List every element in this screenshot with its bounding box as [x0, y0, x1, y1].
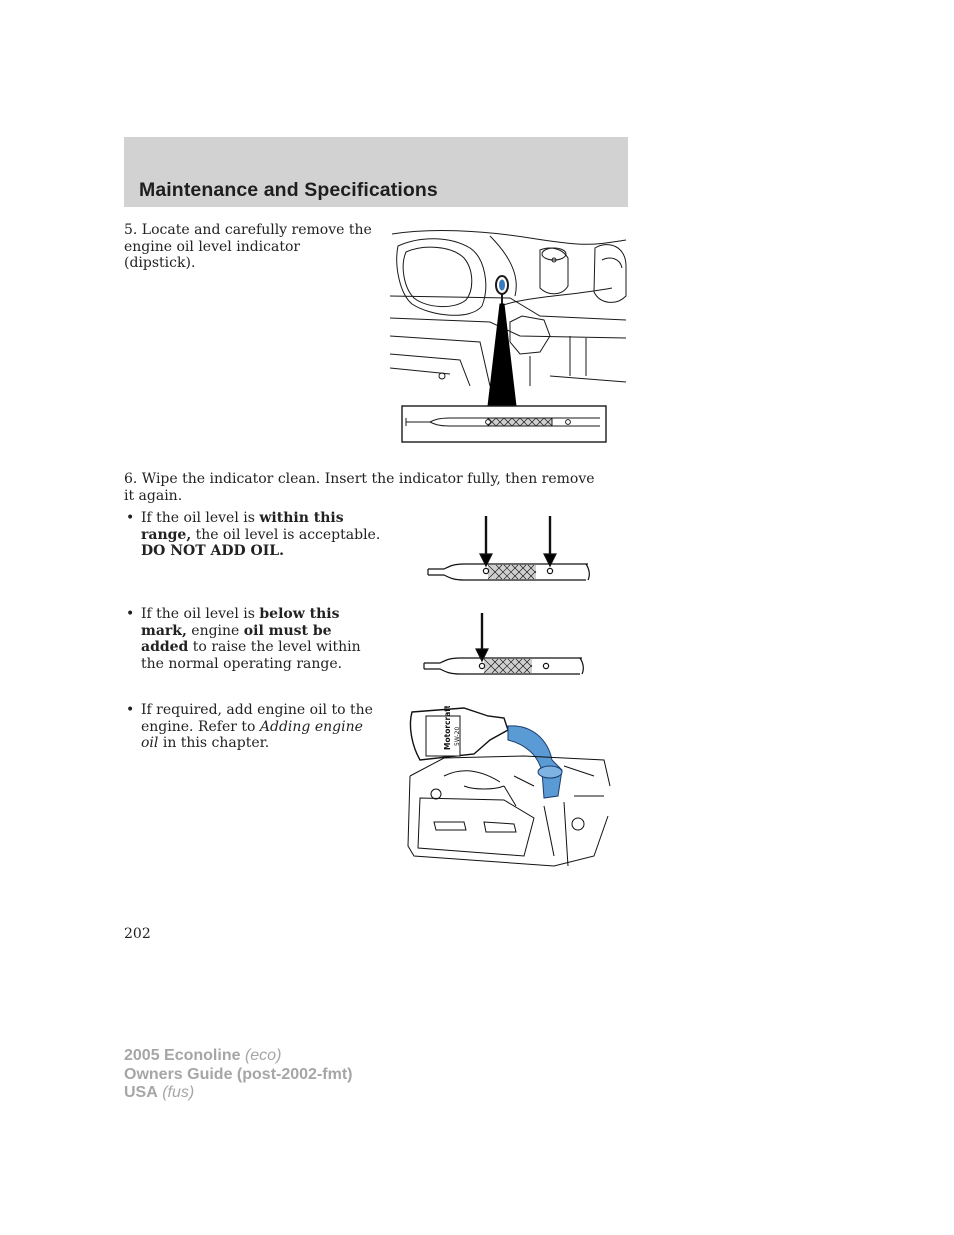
- dipstick-below-mark-illustration: [416, 609, 586, 681]
- footer: [124, 1047, 352, 1103]
- bullet-text: If the oil level is below this mark, engine oil must be added to raise the level within the normal operating range.: [141, 606, 361, 672]
- dipstick-within-range-illustration: [420, 512, 592, 584]
- bullet-text: If the oil level is within this range, the oil level is acceptable. DO NOT ADD OIL.: [141, 510, 381, 559]
- step-5-text: 5. Locate and carefully remove the engine oil level indicator (dipstick).: [124, 222, 372, 271]
- bullet-marker: •: [126, 702, 135, 718]
- footer-line-3: USA (fus): [124, 1084, 195, 1101]
- section-title: Maintenance and Specifications: [139, 179, 438, 201]
- header-band: [124, 137, 628, 207]
- bullet-marker: •: [126, 510, 135, 526]
- svg-text:5W-20: 5W-20: [454, 726, 461, 746]
- step-6-text: 6. Wipe the indicator clean. Insert the indicator fully, then remove it again.: [124, 471, 595, 504]
- bullet-text: If required, add engine oil to the engine. Refer to Adding engine oil in this chapter.: [141, 702, 373, 751]
- adding-oil-illustration: [404, 706, 612, 872]
- svg-text:Motorcraft: Motorcraft: [443, 706, 452, 750]
- footer-line-1: 2005 Econoline (eco): [124, 1047, 282, 1064]
- bullet-marker: •: [126, 606, 135, 622]
- page-number: 202: [124, 926, 151, 942]
- engine-dipstick-illustration: [390, 226, 628, 448]
- footer-line-2: Owners Guide (post-2002-fmt): [124, 1065, 353, 1083]
